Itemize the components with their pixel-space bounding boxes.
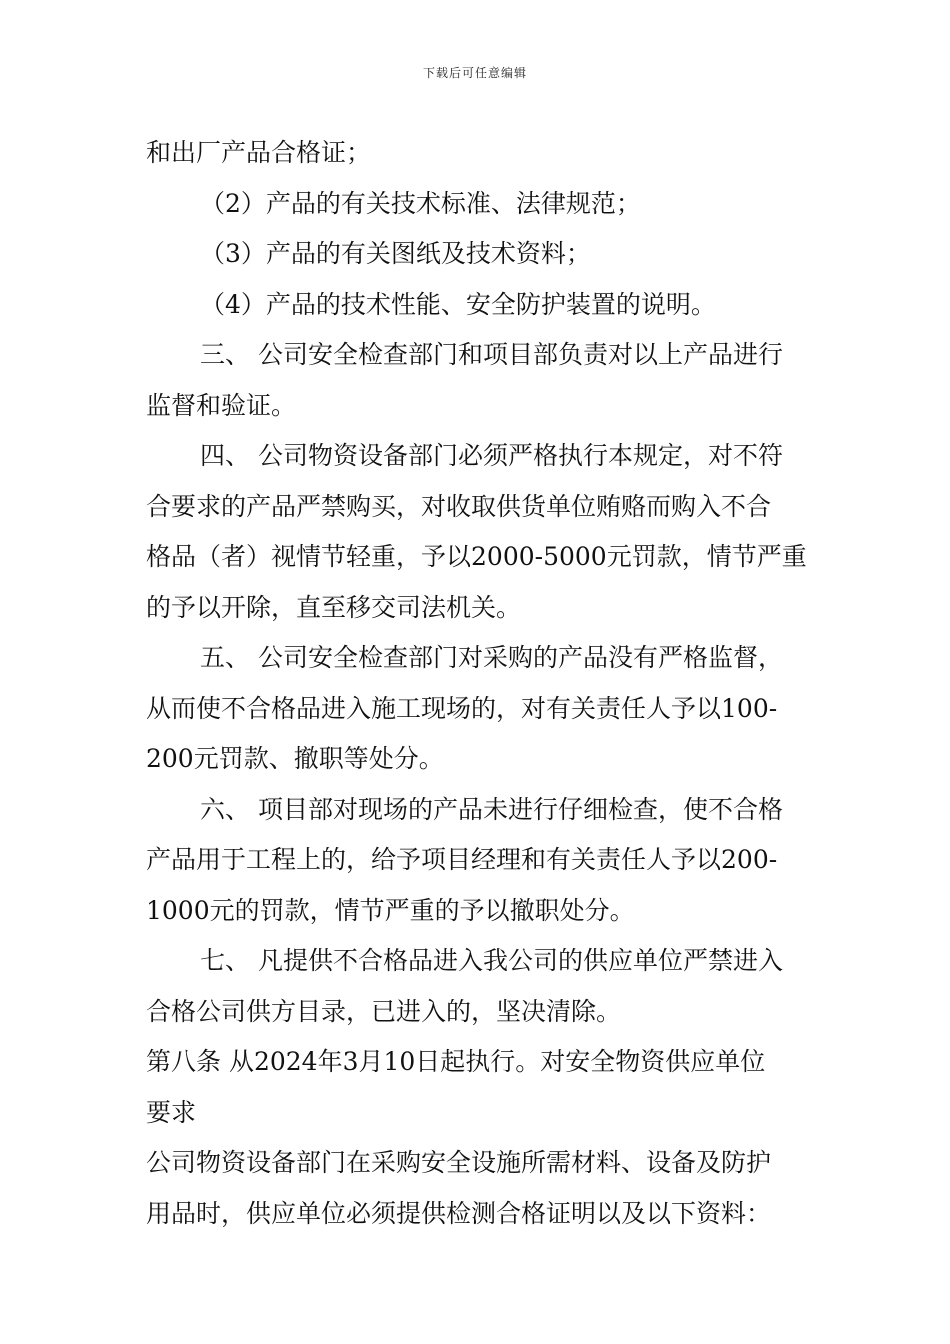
- text-line: 1000元的罚款，情节严重的予以撤职处分。: [146, 895, 635, 925]
- text-line: 用品时，供应单位必须提供检测合格证明以及以下资料：: [146, 1198, 772, 1228]
- text-line: 监督和验证。: [146, 390, 297, 420]
- text-line: 四、 公司物资设备部门必须严格执行本规定，对不符: [200, 441, 783, 470]
- text-line: 的予以开除，直至移交司法机关。: [146, 592, 522, 622]
- text-line: 要求: [146, 1097, 197, 1127]
- text-line: （4）产品的技术性能、安全防护装置的说明。: [200, 289, 716, 319]
- text-line: 五、 公司安全检查部门对采购的产品没有严格监督，: [200, 643, 783, 672]
- text-line: 200元罚款、撤职等处分。: [146, 744, 444, 773]
- text-line: 六、 项目部对现场的产品未进行仔细检查，使不合格: [200, 794, 783, 824]
- text-line: 七、 凡提供不合格品进入我公司的供应单位严禁进入: [200, 946, 783, 975]
- text-line: 和出厂产品合格证；: [146, 138, 372, 167]
- text-line: 三、 公司安全检查部门和项目部负责对以上产品进行: [200, 340, 783, 369]
- text-line: 从而使不合格品进入施工现场的，对有关责任人予以100-: [146, 693, 778, 723]
- text-line: 格品（者）视情节轻重，予以2000-5000元罚款，情节严重: [146, 542, 807, 571]
- text-line: 合格公司供方目录，已进入的，坚决清除。: [146, 996, 622, 1026]
- text-line: （3）产品的有关图纸及技术资料；: [200, 239, 591, 268]
- text-line: 第八条 从2024年3月10日起执行。对安全物资供应单位: [146, 1047, 766, 1076]
- page-header: 下载后可任意编辑: [422, 66, 527, 80]
- text-line: （2）产品的有关技术标准、法律规范；: [200, 188, 641, 218]
- text-line: 公司物资设备部门在采购安全设施所需材料、设备及防护: [146, 1148, 772, 1177]
- text-line: 合要求的产品严禁购买，对收取供货单位贿赂而购入不合: [146, 491, 772, 521]
- document-body: [146, 128, 814, 1239]
- text-line: 产品用于工程上的，给予项目经理和有关责任人予以200-: [146, 845, 778, 874]
